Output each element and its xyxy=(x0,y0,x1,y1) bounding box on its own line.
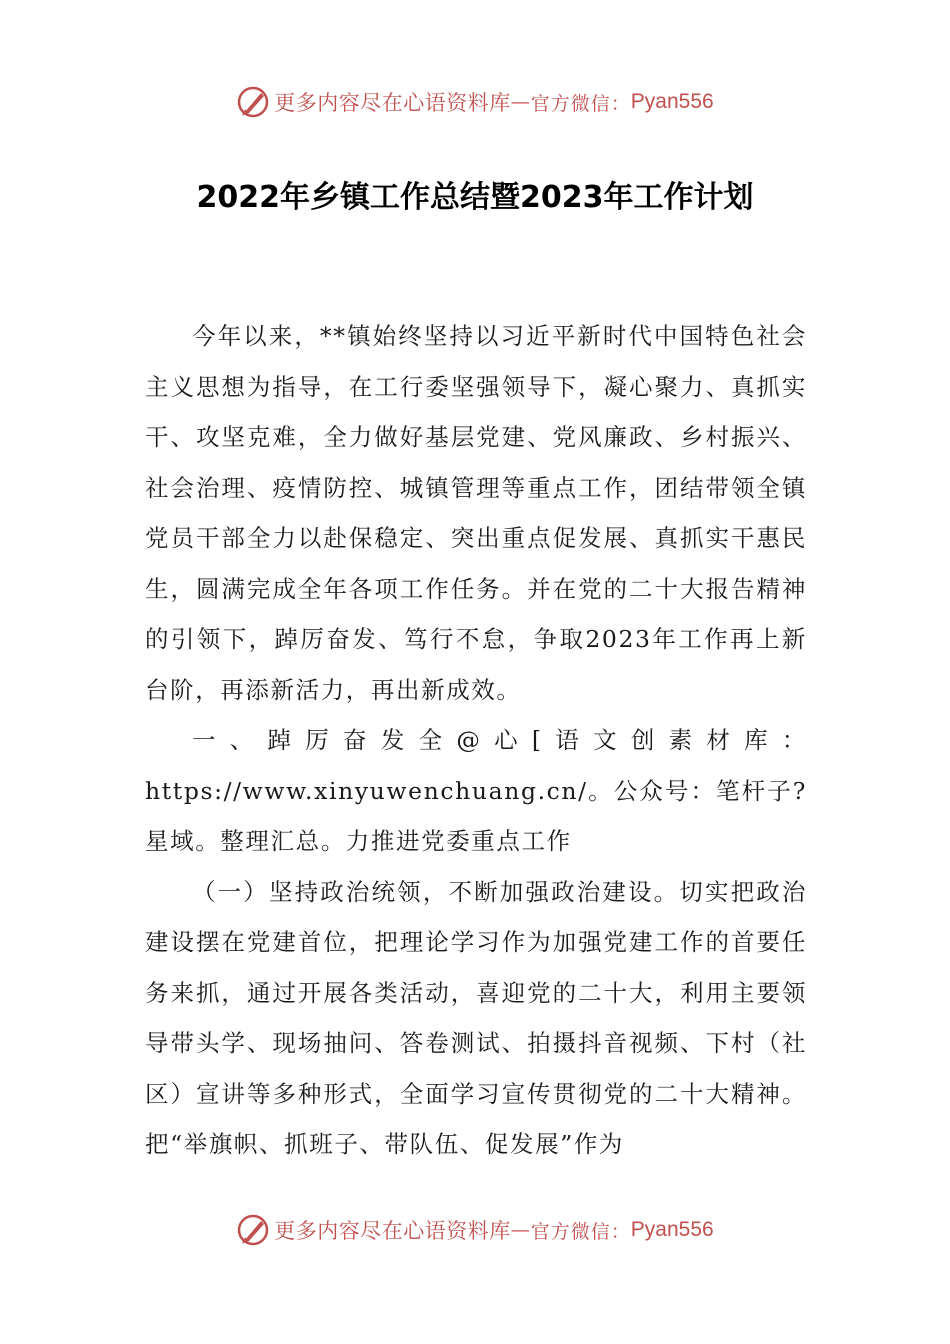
footer-banner xyxy=(0,1210,950,1250)
header-banner xyxy=(0,82,950,122)
paragraph-subsection-1: （一）坚持政治统领，不断加强政治建设。切实把政治建设摆在党建首位，把理论学习作为加强党建工作的首要任务来抓，通过开展各类活动，喜迎党的二十大，利用主要领导带头学、现场抽问、答卷测试、拍摄抖音视频、下村（社区）宣讲等多种形式，全面学习宣传贯彻党的二十大精神。把“举旗帜、抓班子、带队伍、促发展”作为 xyxy=(145,877,807,1158)
paragraph-intro: 今年以来，**镇始终坚持以习近平新时代中国特色社会主义思想为指导，在工行委坚强领导下，凝心聚力、真抓实干、攻坚克难，全力做好基层党建、党风廉政、乡村振兴、社会治理、疫情防控、城镇管理等重点工作，团结带领全镇党员干部全力以赴保稳定、突出重点促发展、真抓实干惠民生，圆满完成全年各项工作任务。并在党的二十大报告精神的引领下，踔厉奋发、笃行不怠，争取2023年工作再上新台阶，再添新活力，再出新成效。 xyxy=(145,322,807,704)
banner-dash: — xyxy=(510,1219,531,1241)
quill-logo-icon xyxy=(236,85,270,119)
document-title: 2022年乡镇工作总结暨2023年工作计划 xyxy=(196,180,754,215)
banner-text: 更多内容尽在心语资料库 xyxy=(274,91,511,115)
banner-wechat: Pyan556 xyxy=(630,90,714,113)
banner-dash: — xyxy=(510,91,531,113)
quill-logo-icon xyxy=(236,1213,270,1247)
banner-text-2: 官方微信： xyxy=(530,1220,631,1243)
banner-text: 更多内容尽在心语资料库 xyxy=(274,1219,511,1243)
banner-text-2: 官方微信： xyxy=(530,92,631,115)
document-body xyxy=(145,311,807,1170)
paragraph-section-1: 一、踔厉奋发全@心[语文创素材库：https://www.xinyuwenchuang.cn/。公众号：笔杆子?星域。整理汇总。力推进党委重点工作 xyxy=(145,726,807,855)
banner-wechat: Pyan556 xyxy=(630,1218,714,1241)
